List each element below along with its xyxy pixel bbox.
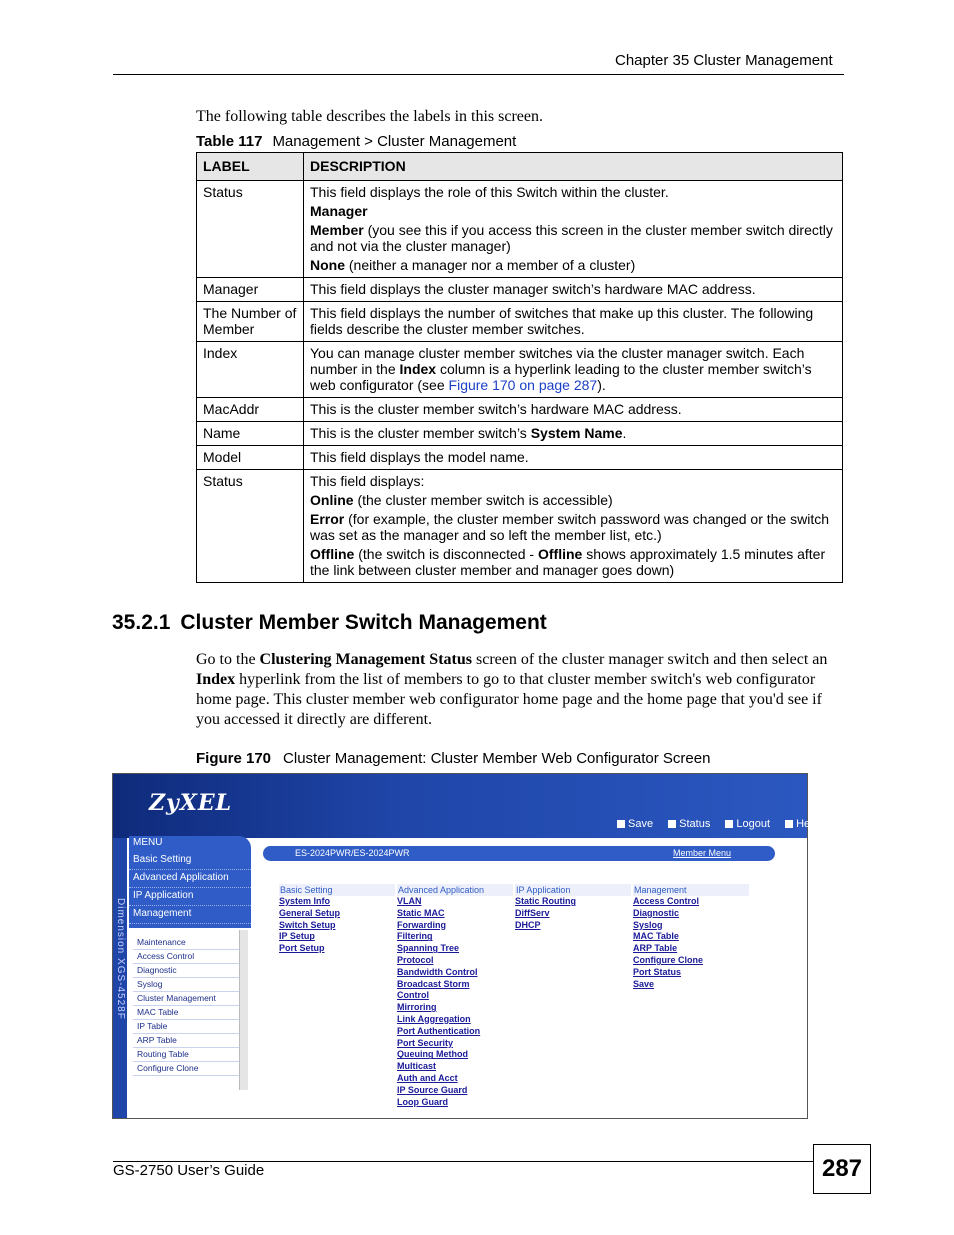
config-link[interactable]: Mirroring [397,1002,437,1013]
config-link[interactable]: Port Status [633,966,682,977]
desc-line [310,203,836,219]
submenu-item[interactable]: Configure Clone [133,1062,247,1076]
link-column [279,884,395,955]
section-title: Cluster Member Switch Management [180,611,547,634]
desc-text: column is a hyperlink leading to the cluster member switch’s web configurator (see [310,361,812,393]
config-link[interactable]: Link Aggregation [397,1013,471,1024]
menu-title: MENU [133,837,163,848]
desc-bold: Error [310,511,345,527]
header-rule [113,74,844,75]
row-description [304,470,843,583]
config-link[interactable]: Save [633,978,655,989]
status-link[interactable] [668,818,716,830]
row-label: Name [197,422,304,446]
column-heading: Management [633,884,749,896]
desc-text: ). [597,377,606,393]
save-link[interactable] [617,818,659,830]
submenu-item[interactable]: Diagnostic [133,964,247,978]
config-link[interactable]: Syslog [633,919,663,930]
desc-line [310,546,836,578]
section-heading [112,611,547,635]
table-row [197,181,843,278]
status-label: Status [679,818,711,830]
config-link[interactable]: Access Control [633,896,700,906]
row-description [304,342,843,398]
desc-text: You can manage cluster member switches via the cluster manager switch. Each number in the [310,345,805,377]
desc-bold: None [310,257,345,273]
row-description: This field displays the number of switches that make up this cluster. The following fields describe the cluster member switches. [304,302,843,342]
config-link[interactable]: Loop Guard [397,1096,448,1107]
config-link[interactable]: Configure Clone [633,954,703,965]
row-description: This is the cluster member switch’s hardware MAC address. [304,398,843,422]
desc-line: This field displays: [310,473,425,489]
guide-title: GS-2750 User’s Guide [113,1162,265,1179]
config-link[interactable]: IP Setup [279,931,315,942]
para-bold: Index [196,671,236,688]
config-link[interactable]: DiffServ [515,907,550,918]
para-text: hyperlink from the list of members to go to that cluster member switch's web configurator home page. This cluster member web configurator home page and the home page that you'd see if you accessed it directly are different. [196,671,822,728]
save-icon [617,820,625,828]
config-link[interactable]: Port Setup [279,943,325,954]
table-row [197,278,843,302]
row-description [304,422,843,446]
config-link[interactable]: IP Source Guard [397,1084,468,1095]
table-caption [196,133,516,150]
desc-bold: Offline [310,546,355,562]
para-text: Go to the [196,651,260,668]
config-link[interactable]: Static Routing [515,896,576,906]
desc-line [310,511,836,543]
desc-text: (the switch is disconnected - [354,546,538,562]
desc-line [310,222,836,254]
row-label: Model [197,446,304,470]
desc-bold: Offline [537,546,583,562]
side-strip [113,838,127,1118]
table-row [197,446,843,470]
submenu-item[interactable]: Maintenance [133,936,247,950]
column-heading: IP Application [515,884,631,896]
link-column [633,884,749,990]
section-number: 35.2.1 [112,611,171,634]
config-link[interactable]: General Setup [279,907,341,918]
row-description: This field displays the cluster manager switch’s hardware MAC address. [304,278,843,302]
config-link[interactable]: Auth and Acct [397,1072,458,1083]
column-heading: Advanced Application [397,884,513,896]
desc-text: (neither a manager nor a member of a cluster) [345,257,636,273]
figure-link[interactable]: Figure 170 on page 287 [448,377,598,393]
figure-title: Cluster Management: Cluster Member Web Configurator Screen [283,750,711,767]
config-link[interactable]: MAC Table [633,931,679,942]
figure-number: Figure 170 [196,750,272,767]
row-label: Status [197,181,304,278]
config-link[interactable]: Port Security [397,1037,454,1048]
menu-item-ip-application[interactable]: IP Application [129,888,251,906]
config-link[interactable]: Static MAC [397,907,445,918]
status-icon [668,820,676,828]
desc-text: (the cluster member switch is accessible) [353,492,613,508]
config-link[interactable]: Multicast [397,1061,437,1072]
header-description: DESCRIPTION [304,153,843,181]
config-link[interactable]: Control [397,990,429,1001]
desc-bold: System Name [530,425,623,441]
row-label: Index [197,342,304,398]
chapter-header: Chapter 35 Cluster Management [615,52,833,69]
config-link[interactable]: Bandwidth Control [397,966,478,977]
desc-bold: Online [310,492,354,508]
logout-link[interactable] [725,818,776,830]
row-label: Status [197,470,304,583]
management-submenu [133,936,247,1076]
column-heading: Basic Setting [279,884,395,896]
label-table [196,152,843,583]
intro-text: The following table describes the labels in this screen. [196,108,544,125]
config-link[interactable]: Spanning Tree [397,943,460,954]
config-link[interactable]: Forwarding [397,919,446,930]
row-description [304,181,843,278]
desc-bold: Index [399,361,437,377]
desc-line [310,257,836,273]
menu-item-advanced-application[interactable]: Advanced Application [129,870,251,888]
row-label: Manager [197,278,304,302]
config-link[interactable]: Broadcast Storm [397,978,470,989]
link-column [515,884,631,931]
main-menu [129,836,251,928]
config-link[interactable]: Protocol [397,954,434,965]
save-label: Save [628,818,654,830]
model-bar [263,846,775,861]
table-row [197,302,843,342]
help-label: Help [796,818,819,830]
model-label: ES-2024PWR/ES-2024PWR [295,848,410,858]
config-link[interactable]: ARP Table [633,943,678,954]
table-number: Table 117 [196,133,263,150]
config-link[interactable]: System Info [279,896,331,906]
top-banner [113,774,819,838]
link-column [397,884,513,1108]
menu-item-management[interactable]: Management [129,906,251,924]
config-link[interactable]: Queuing Method [397,1049,468,1060]
table-row [197,398,843,422]
menu-item-basic-setting[interactable]: Basic Setting [129,852,251,870]
submenu-item[interactable]: ARP Table [133,1034,247,1048]
desc-text: shows approximately 1.5 minutes after the link between cluster member and manager goes down) [310,546,826,578]
help-icon [785,820,793,828]
submenu-item[interactable]: Access Control [133,950,247,964]
zyxel-logo: ZyXEL [149,790,233,816]
para-text: screen of the cluster manager switch and then select an [471,651,828,668]
desc-bold: Manager [310,203,368,219]
product-name: Dimension XGS-4528F [115,898,126,1020]
desc-line [310,492,836,508]
member-menu-link[interactable]: Member Menu [673,848,732,858]
table-header-row [197,153,843,181]
table-row [197,470,843,583]
submenu-scrollbar[interactable] [239,930,248,1090]
table-title: Management > Cluster Management [272,133,517,150]
row-description: This field displays the model name. [304,446,843,470]
para-bold: Clustering Management Status [259,651,472,668]
row-label: MacAddr [197,398,304,422]
figure-caption [196,750,710,767]
submenu-item[interactable]: Syslog [133,978,247,992]
table-row [197,342,843,398]
config-link[interactable]: Filtering [397,931,433,942]
logout-label: Logout [736,818,771,830]
submenu-item[interactable]: MAC Table [133,1006,247,1020]
desc-text: This is the cluster member switch’s [310,425,531,441]
desc-bold: Member [310,222,364,238]
config-link[interactable]: VLAN [397,896,422,906]
toolbar [617,818,831,830]
desc-text: (you see this if you access this screen in the cluster member switch directly and not via the cluster manager) [310,222,833,254]
config-link[interactable]: Diagnostic [633,907,680,918]
web-configurator-screenshot [112,773,819,1119]
submenu-item[interactable]: Routing Table [133,1048,247,1062]
config-link[interactable]: DHCP [515,919,541,930]
body-paragraph [196,650,844,730]
config-link[interactable]: Port Authentication [397,1025,481,1036]
page-number: 287 [813,1144,871,1194]
header-label: LABEL [197,153,304,181]
help-link[interactable] [785,818,825,830]
row-label: The Number of Member [197,302,304,342]
config-link[interactable]: Switch Setup [279,919,336,930]
desc-text: . [622,425,627,441]
desc-line: This field displays the role of this Switch within the cluster. [310,184,669,200]
table-row [197,422,843,446]
submenu-item[interactable]: Cluster Management [133,992,247,1006]
submenu-item[interactable]: IP Table [133,1020,247,1034]
desc-text: (for example, the cluster member switch password was changed or the switch was set as the manager and so left the member list, etc.) [310,511,829,543]
logout-icon [725,820,733,828]
